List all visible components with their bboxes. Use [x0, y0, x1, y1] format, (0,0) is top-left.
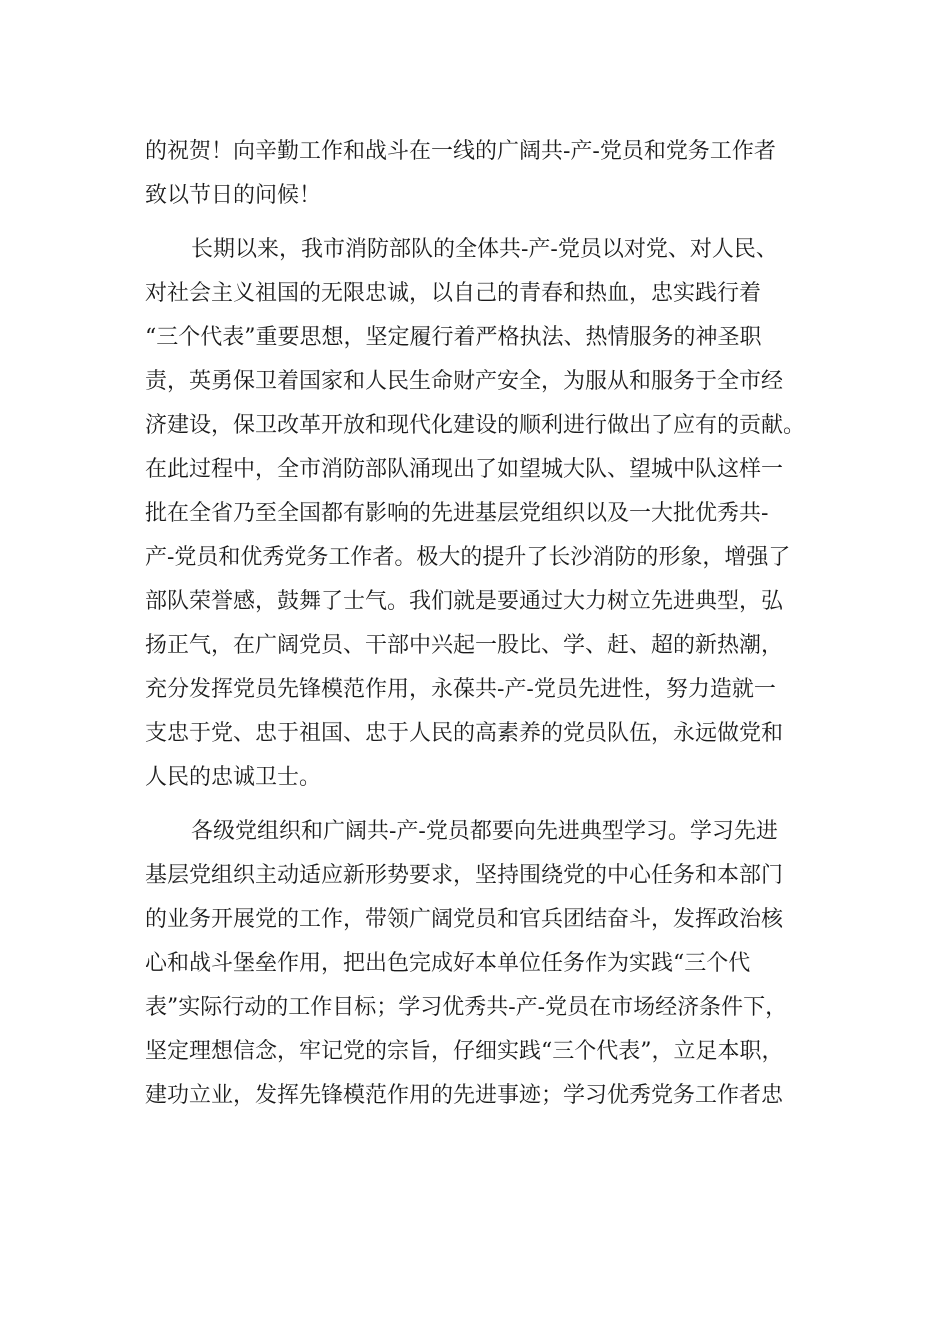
paragraph-spacer — [145, 800, 835, 810]
text-line: 建功立业，发挥先锋模范作用的先进事迹；学习优秀党务工作者忠 — [145, 1083, 784, 1108]
text-line: 各级党组织和广阔共-产-党员都要向先进典型学习。学习先进 — [191, 819, 778, 844]
text-line: 的业务开展党的工作，带领广阔党员和官兵团结奋斗，发挥政治核 — [145, 907, 784, 932]
paragraph-3 — [145, 810, 835, 1118]
text-line: 在此过程中，全市消防部队涌现出了如望城大队、望城中队这样一 — [145, 457, 784, 482]
paragraph-spacer — [145, 218, 835, 228]
text-line: 心和战斗堡垒作用，把出色完成好本单位任务作为实践“三个代 — [145, 951, 751, 976]
text-line: 对社会主义祖国的无限忠诚，以自己的青春和热血，忠实践行着 — [145, 281, 762, 306]
text-line: 支忠于党、忠于祖国、忠于人民的高素养的党员队伍，永远做党和 — [145, 721, 784, 746]
text-line: 基层党组织主动适应新形势要求，坚持围绕党的中心任务和本部门 — [145, 863, 784, 888]
text-line: 充分发挥党员先锋模范作用，永葆共-产-党员先进性，努力造就一 — [145, 677, 776, 702]
text-line: 批在全省乃至全国都有影响的先进基层党组织以及一大批优秀共- — [145, 501, 769, 526]
text-line: 部队荣誉感，鼓舞了士气。我们就是要通过大力树立先进典型，弘 — [145, 589, 784, 614]
text-line: 坚定理想信念，牢记党的宗旨，仔细实践“三个代表”，立足本职， — [145, 1039, 784, 1064]
text-line: 表”实际行动的工作目标；学习优秀共-产-党员在市场经济条件下， — [145, 995, 788, 1020]
text-line: 产-党员和优秀党务工作者。极大的提升了长沙消防的形象，增强了 — [145, 545, 791, 570]
text-line: “三个代表”重要思想，坚定履行着严格执法、热情服务的神圣职 — [145, 325, 762, 350]
text-line: 人民的忠诚卫士。 — [145, 765, 322, 790]
text-line: 济建设，保卫改革开放和现代化建设的顺利进行做出了应有的贡献。 — [145, 413, 806, 438]
document-body — [145, 130, 835, 1118]
text-line: 长期以来，我市消防部队的全体共-产-党员以对党、对人民、 — [191, 237, 778, 262]
text-line: 扬正气，在广阔党员、干部中兴起一股比、学、赶、超的新热潮， — [145, 633, 784, 658]
paragraph-2 — [145, 228, 835, 800]
paragraph-continuation — [145, 130, 835, 218]
text-line: 责，英勇保卫着国家和人民生命财产安全，为服从和服务于全市经 — [145, 369, 784, 394]
text-line: 的祝贺！向辛勤工作和战斗在一线的广阔共-产-党员和党务工作者 — [145, 139, 776, 164]
text-line: 致以节日的问候！ — [145, 183, 322, 208]
